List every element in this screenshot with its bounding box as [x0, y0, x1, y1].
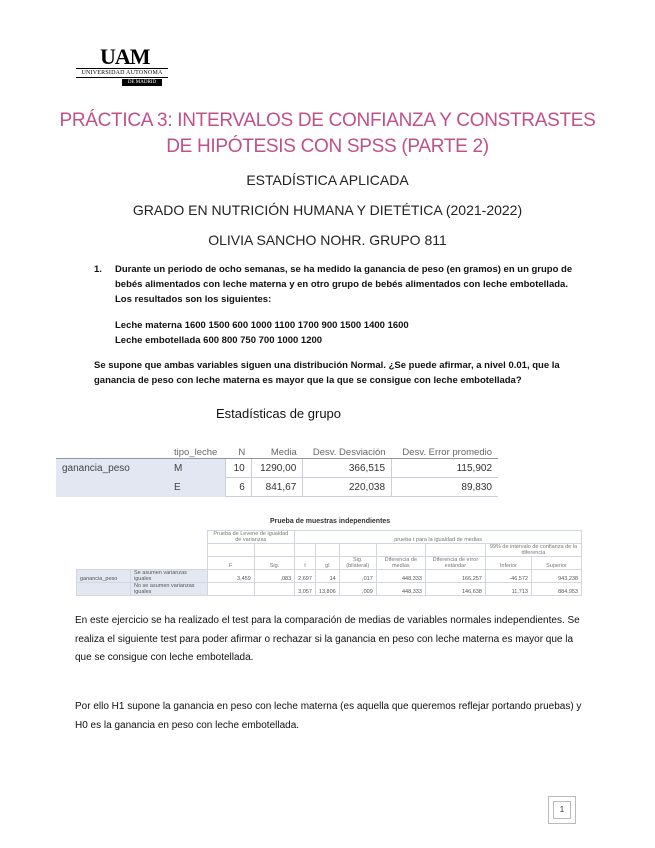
- indep-test-table: [76, 530, 582, 596]
- page-number: 1: [553, 801, 571, 819]
- table-header-row: Prueba de Levene de igualdad de varianzas prueba t para la igualdad de medias: [77, 531, 582, 544]
- table-row: ganancia_peso M 10 1290,00 366,515 115,902: [56, 459, 498, 478]
- table-header-row: F Sig. t gl Sig. (bilateral) Diferencia de medias Diferencia de error estándar Inferior Superior: [77, 557, 582, 570]
- group-stats-table: [56, 428, 498, 497]
- materna-values: 1600 1500 600 1000 1100 1700 900 1500 1400 1600: [184, 320, 409, 331]
- logo-city: DE MADRID: [122, 79, 162, 86]
- title-line-2: DE HIPÓTESIS CON SPSS (PARTE 2): [166, 136, 489, 157]
- significance-level: 0.01: [508, 360, 527, 371]
- table-row: No se asumen varianzas iguales 3,057 13,806 ,009 448,333 146,638 11,713 884,953: [77, 583, 582, 596]
- embotellada-values: 600 800 750 700 1000 1200: [203, 335, 323, 346]
- table-row: E 6 841,67 220,038 89,830: [56, 478, 498, 497]
- body-paragraph-2: Por ello H1 supone la ganancia en peso con leche materna (es aquella que queremos reflejar portando pruebas) y H0 es la ganancia en peso con leche embotellada.: [75, 701, 582, 731]
- table-header-row: tipo_leche N Media Desv. Desviación Desv. Error promedio: [174, 447, 492, 458]
- hypothesis-question: Se supone que ambas variables siguen una distribución Normal. ¿Se puede afirmar, a nivel 0.01, que la ganancia de peso con leche materna es mayor que la que se consigue con leche embotellada?: [94, 360, 560, 386]
- materna-label: Leche materna: [115, 320, 183, 331]
- document-title: [40, 108, 615, 160]
- title-line-1: PRÁCTICA 3: INTERVALOS DE CONFIANZA Y CONSTRASTES: [59, 110, 596, 131]
- group-stats-title: Estadísticas de grupo: [216, 406, 342, 421]
- embotellada-label: Leche embotellada: [115, 335, 201, 346]
- indep-test-title: Prueba de muestras independientes: [270, 518, 391, 525]
- page-number-badge: [548, 796, 574, 822]
- body-paragraph-1: En este ejercicio se ha realizado el test para la comparación de medias de variables normales independientes. Se realiza el siguiente test para poder afirmar o rechazar si la ganancia en peso con leche materna es mayor que la que se consigue con leche embotellada.: [75, 615, 580, 663]
- logo-mark: UAM: [100, 44, 150, 69]
- table-row: ganancia_peso Se asumen varianzas iguales 3,459 ,083 2,697 14 ,017 448,333 166,257 -46,572 943,238: [77, 570, 582, 583]
- university-logo: [76, 46, 168, 88]
- materna-line: [115, 318, 575, 333]
- table-header-row: 99% de intervalo de confianza de la diferencia: [77, 544, 582, 557]
- question-number: 1.: [94, 264, 102, 275]
- logo-university-name: UNIVERSIDAD AUTONOMA: [76, 68, 168, 78]
- milk-data: [115, 318, 575, 348]
- embotellada-line: [115, 333, 575, 348]
- author-line: OLIVIA SANCHO NOHR. GRUPO 811: [208, 232, 447, 248]
- degree-line: GRADO EN NUTRICIÓN HUMANA Y DIETÉTICA (2021-2022): [132, 202, 523, 218]
- question-text: Durante un periodo de ocho semanas, se ha medido la ganancia de peso (en gramos) en un grupo de bebés alimentados con leche materna y en otro grupo de bebés alimentados con leche embotellada. Los resultados son los siguientes:: [115, 264, 573, 305]
- course-subtitle: ESTADÍSTICA APLICADA: [246, 172, 409, 188]
